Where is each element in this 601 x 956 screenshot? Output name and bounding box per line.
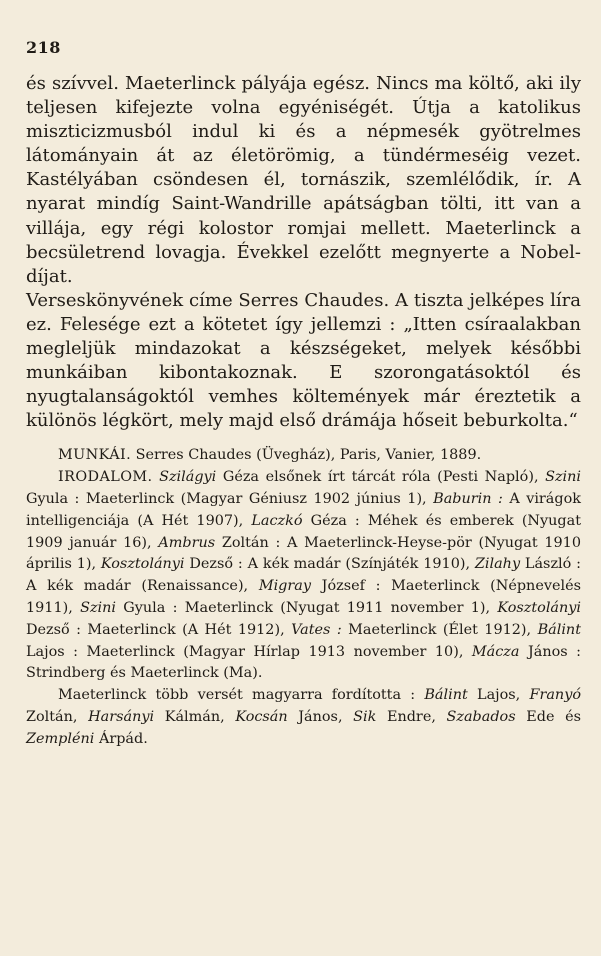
author-name: Bálint [537, 621, 581, 638]
translators-text: Lajos, [467, 687, 530, 704]
author-name: Szilágyi [159, 469, 217, 486]
translators-text: Kálmán, [154, 708, 236, 725]
translator-name: Harsányi [88, 708, 155, 725]
works-text: Serres Chaudes (Üvegház), Paris, Vanier, 1889. [131, 447, 482, 464]
translators-text: Endre, [376, 708, 447, 725]
page-body [26, 72, 581, 751]
author-name: Kosztolányi [100, 556, 185, 573]
book-page [26, 0, 581, 956]
body-paragraph-1: és szívvel. Maeterlinck pályája egész. Nincs ma költő, aki ily teljesen kifejezte volna egyéniségét. Útja a katolikus miszticizmusból indul ki és a népmesék gyötrelmes látományain át az életörömig, a tündérmeséig vezet. Kastélyában csöndesen él, tornászik, szemlélődik, ír. A nyarat mindíg Saint-Wandrille apátságban tölti, itt van a villája, egy régi kolostor romjai mellett. Maeterlinck a becsületrend lovagja. Évekkel ezelőtt megnyerte a Nobel-díjat. [26, 73, 581, 287]
author-name: Laczkó [251, 512, 303, 529]
works-label: MUNKÁI. [58, 447, 132, 464]
literature-text: A virágok intelligenciája (A Hét 1907), [26, 491, 581, 529]
page-number: 218 [26, 38, 61, 57]
translator-name: Franyó [529, 687, 581, 704]
literature-text: Géza : Méhek és emberek (Nyugat 1909 január 16), [26, 512, 581, 551]
translators-text: János, [287, 708, 354, 725]
author-name: Vates : [291, 621, 342, 638]
author-name: Zilahy [474, 556, 521, 573]
literature-label: IRODALOM. [58, 469, 153, 486]
translators-text: Zoltán, [26, 708, 89, 725]
author-name: Szini [545, 469, 582, 486]
literature-text: Dezső : Maeterlinck (A Hét 1912), [26, 621, 292, 638]
literature-text: Dezső : A kék madár (Színjáték 1910), [184, 556, 475, 573]
works-note [26, 445, 581, 467]
literature-text: János : Strindberg és Maeterlinck (Ma). [26, 643, 581, 682]
literature-text: László : A kék madár (Renaissance), [26, 556, 581, 595]
author-name: Migray [258, 578, 311, 595]
translators-text: Ede és [515, 708, 581, 725]
author-name: Ambrus [158, 534, 216, 551]
literature-text: Gyula : Maeterlinck (Magyar Géniusz 1902 június 1), [26, 491, 434, 507]
author-name: Szini [80, 599, 117, 616]
literature-text: Maeterlinck (Élet 1912), [341, 621, 538, 638]
translators-text: Árpád. [94, 730, 148, 747]
literature-text: József : Maeterlinck (Népnevelés 1911), [26, 578, 581, 616]
translator-name: Bálint [424, 687, 468, 704]
translator-name: Szabados [446, 708, 516, 725]
translator-name: Kocsán [235, 708, 288, 725]
translator-name: Zempléni [26, 730, 95, 747]
literature-note [26, 467, 581, 685]
author-name: Baburin : [433, 491, 503, 507]
translators-text: Maeterlinck több versét magyarra fordította : [58, 687, 425, 704]
literature-text: Géza elsőnek írt tárcát róla (Pesti Napló), [216, 469, 546, 486]
body-paragraph-2: Verseskönyvének címe Serres Chaudes. A tiszta jelképes líra ez. Felesége ezt a kötetet így jellemzi : „Itten csíraalakban megleljük mindazokat a készségeket, melyek későbbi munkáiban kibontakoznak. E szorongatásoktól és nyugtalanságoktól vemhes költemények már éreztetik a különös légkört, mely majd első drámája hőseit beburkolta.“ [26, 289, 581, 432]
paragraph-gap [26, 433, 581, 445]
translator-name: Sik [353, 708, 377, 725]
author-name: Kosztolányi [497, 599, 581, 616]
literature-text: Gyula : Maeterlinck (Nyugat 1911 november 1), [116, 599, 498, 616]
literature-text: Zoltán : A Maeterlinck-Heyse-pör (Nyugat 1910 április 1), [26, 534, 581, 573]
author-name: Mácza [471, 643, 520, 660]
translators-note [26, 685, 581, 750]
literature-text: Lajos : Maeterlinck (Magyar Hírlap 1913 november 10), [26, 643, 472, 660]
